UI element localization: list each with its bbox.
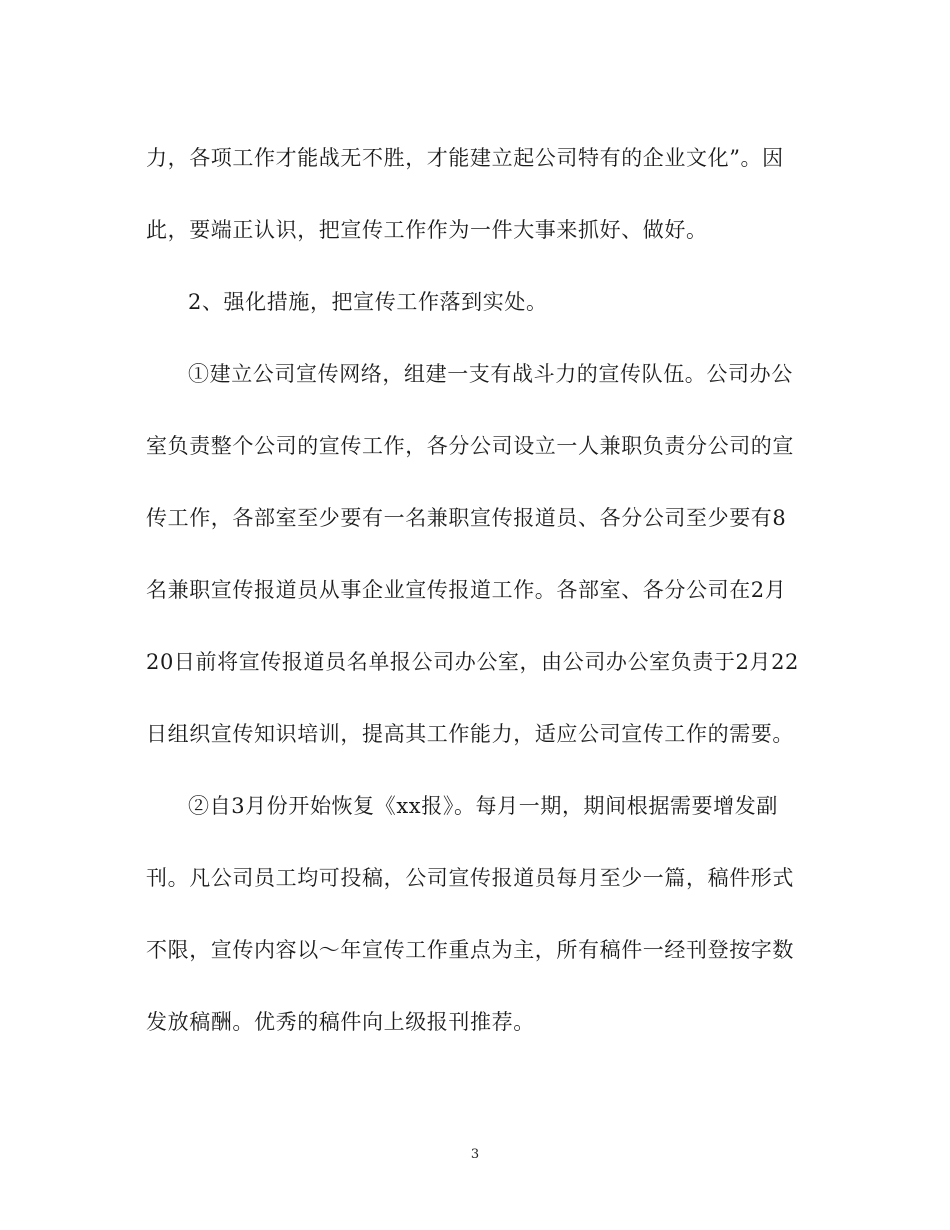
text-line: 此，要端正认识，把宣传工作作为一件大事来抓好、做好。 (146, 218, 708, 242)
text-line: 传工作，各部室至少要有一名兼职宣传报道员、各分公司至少要有8 (146, 506, 787, 530)
page-number: 3 (470, 1147, 480, 1162)
text-line: 日组织宣传知识培训，提高其工作能力，适应公司宣传工作的需要。 (146, 722, 794, 746)
text-line: 刊。凡公司员工均可投稿，公司宣传报道员每月至少一篇，稿件形式 (146, 866, 794, 890)
text-line: 发放稿酬。优秀的稿件向上级报刊推荐。 (146, 1010, 535, 1034)
text-line: 室负责整个公司的宣传工作，各分公司设立一人兼职负责分公司的宣 (146, 434, 794, 458)
section-heading: 2、强化措施，把宣传工作落到实处。 (188, 290, 548, 314)
paragraph-first-line: ②自3月份开始恢复《xx报》。每月一期，期间根据需要增发副 (188, 794, 778, 818)
paragraph-first-line: ①建立公司宣传网络，组建一支有战斗力的宣传队伍。公司办公 (188, 362, 793, 386)
text-line: 力，各项工作才能战无不胜，才能建立起公司特有的企业文化”。因 (146, 146, 784, 170)
text-line: 名兼职宣传报道员从事企业宣传报道工作。各部室、各分公司在2月 (146, 578, 787, 602)
text-line: 不限，宣传内容以～年宣传工作重点为主，所有稿件一经刊登按字数 (146, 938, 794, 962)
text-line: 20日前将宣传报道员名单报公司办公室，由公司办公室负责于2月22 (146, 650, 800, 674)
